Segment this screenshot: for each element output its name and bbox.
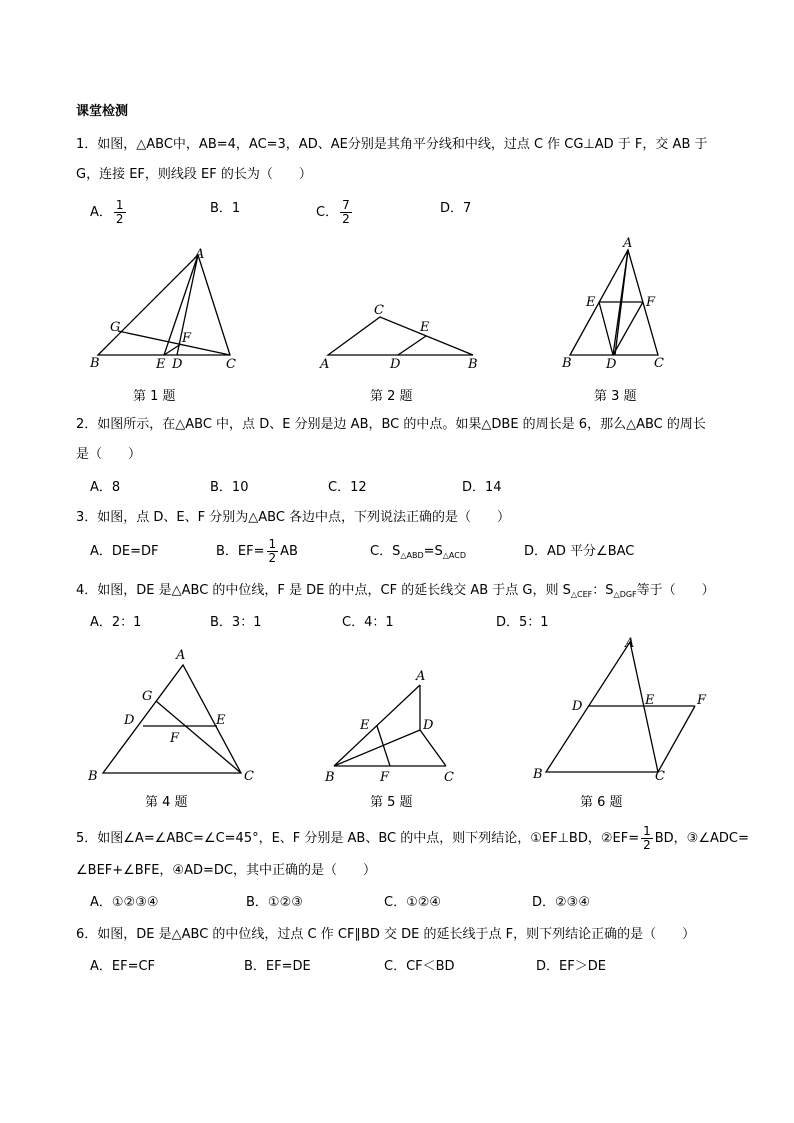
q2-line1: 2．如图所示，在△ABC 中，点 D、E 分别是边 AB，BC 的中点。如果△DBE 的周长是 6，那么△ABC 的周长 — [76, 417, 706, 432]
figure-4-caption: 第 4 题 — [145, 795, 188, 810]
label-a: A — [176, 648, 186, 663]
label-f: F — [170, 731, 180, 746]
q6-line1: 6．如图，DE 是△ABC 的中位线，过点 C 作 CF∥BD 交 DE 的延长线于点 F，则下列结论正确的是（ ） — [76, 927, 696, 942]
label-d: D — [172, 357, 183, 372]
label-e: E — [586, 295, 596, 310]
q6-option-c: C．CF＜BD — [384, 959, 455, 974]
label-f: F — [380, 770, 390, 785]
label-c: C — [226, 357, 236, 372]
figure-2 — [318, 300, 483, 375]
label-f: F — [646, 295, 656, 310]
q5-line1: 5．如图∠A=∠ABC=∠C=45°，E、F 分别是 AB、BC 的中点，则下列结论，①EF⊥BD，②EF= $\frac{1}{2}$ BD，③∠ADC= — [76, 824, 749, 852]
q1-line1: 1．如图，△ABC中，AB=4，AC=3，AD、AE分别是其角平分线和中线，过点 C 作 CG⊥AD 于 F，交 AB 于 — [76, 137, 708, 152]
fraction: $\frac{1}{2}$ — [643, 824, 651, 852]
figure-3 — [560, 235, 670, 375]
q5-option-a: A．①②③④ — [90, 895, 159, 910]
label-d: D — [124, 713, 135, 728]
q2-line2: 是（ ） — [76, 447, 142, 462]
q5-line2: ∠BEF+∠BFE，④AD=DC，其中正确的是（ ） — [76, 863, 376, 878]
q4-option-c: C．4：1 — [342, 615, 394, 630]
q1-option-a: A． $\frac{1}{2}$ — [90, 198, 124, 226]
label-g: G — [142, 689, 153, 704]
q4-option-a: A．2：1 — [90, 615, 142, 630]
fraction: $\frac{1}{2}$ — [268, 537, 277, 565]
figure-1 — [80, 245, 250, 380]
q4-option-d: D．5：1 — [496, 615, 549, 630]
label-c: C — [244, 769, 254, 784]
label-c: C — [654, 356, 664, 371]
fraction: $\frac{1}{2}$ — [115, 198, 124, 226]
label-b: B — [533, 767, 543, 782]
label-d: D — [572, 699, 583, 714]
figure-2-caption: 第 2 题 — [370, 389, 413, 404]
q3-option-a: A．DE=DF — [90, 544, 159, 559]
label-d: D — [606, 357, 617, 372]
label-b: B — [468, 357, 478, 372]
figure-3-caption: 第 3 题 — [594, 389, 637, 404]
q2-option-a: A．8 — [90, 480, 121, 495]
figure-4 — [86, 645, 261, 790]
fraction: $\frac{7}{2}$ — [342, 198, 350, 226]
label-b: B — [90, 356, 100, 371]
label-b: B — [88, 769, 98, 784]
label-e: E — [156, 357, 166, 372]
label-c: C — [374, 303, 384, 318]
q6-option-a: A．EF=CF — [90, 959, 156, 974]
q3-option-c: C．$S_{\triangle ABD}=S_{\triangle ACD}$ — [370, 544, 467, 560]
q2-option-b: B．10 — [210, 480, 249, 495]
figure-5-caption: 第 5 题 — [370, 795, 413, 810]
q3-line1: 3．如图，点 D、E、F 分别为△ABC 各边中点，下列说法正确的是（ ） — [76, 510, 511, 525]
q1-option-d: D．7 — [440, 201, 472, 216]
label-a: A — [320, 357, 330, 372]
label-b: B — [562, 356, 572, 371]
label-e: E — [645, 693, 655, 708]
label-e: E — [360, 718, 370, 733]
label-f: F — [182, 331, 192, 346]
label-a: A — [625, 636, 635, 651]
q2-option-c: C．12 — [328, 480, 367, 495]
label-a: A — [195, 247, 205, 262]
q3-option-b: B．EF= $\frac{1}{2}$ AB — [216, 537, 298, 565]
label-a: A — [416, 669, 426, 684]
q1-option-b: B．1 — [210, 201, 241, 216]
label-c: C — [444, 770, 454, 785]
q3-option-d: D．AD 平分∠BAC — [524, 544, 635, 559]
q5-option-c: C．①②④ — [384, 895, 442, 910]
figure-5 — [320, 665, 470, 790]
label-d: D — [423, 718, 434, 733]
label-c: C — [655, 769, 665, 784]
q5-option-b: B．①②③ — [246, 895, 303, 910]
q1-line2: G，连接 EF，则线段 EF 的长为（ ） — [76, 167, 312, 182]
q4-option-b: B．3：1 — [210, 615, 262, 630]
q6-option-b: B．EF=DE — [244, 959, 311, 974]
label-e: E — [216, 713, 226, 728]
figure-6-caption: 第 6 题 — [580, 795, 623, 810]
label-a: A — [623, 236, 633, 251]
section-title: 课堂检测 — [76, 104, 129, 119]
label-e: E — [420, 320, 430, 335]
label-f: F — [697, 693, 707, 708]
label-g: G — [110, 320, 121, 335]
q1-option-c: C． $\frac{7}{2}$ — [316, 198, 350, 226]
q6-option-d: D．EF＞DE — [536, 959, 606, 974]
figure-1-caption: 第 1 题 — [133, 389, 176, 404]
q4-line1: 4．如图，DE 是△ABC 的中位线，F 是 DE 的中点，CF 的延长线交 AB 于点 G，则 $S_{\triangle CEF}$：$S_{\triangle DGF}$等于（ ） — [76, 583, 715, 599]
figure-6 — [530, 630, 720, 785]
label-d: D — [390, 357, 401, 372]
label-b: B — [325, 770, 335, 785]
q2-option-d: D．14 — [462, 480, 502, 495]
q5-option-d: D．②③④ — [532, 895, 590, 910]
